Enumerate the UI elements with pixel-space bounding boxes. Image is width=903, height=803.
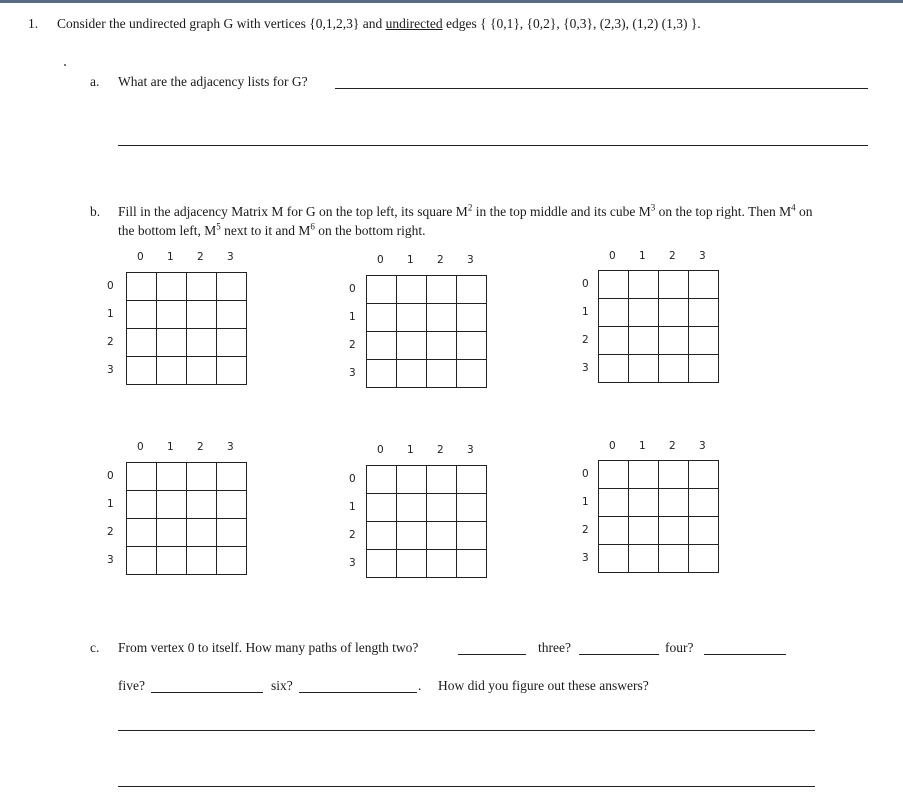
row-label: 2 [107, 526, 114, 538]
matrix-cell[interactable] [599, 517, 629, 545]
matrix-cell[interactable] [157, 273, 187, 301]
matrix-row [599, 299, 719, 327]
matrix-cell[interactable] [599, 489, 629, 517]
matrix-cell[interactable] [367, 332, 397, 360]
matrix-row [367, 360, 487, 388]
row-label: 2 [349, 529, 356, 541]
row-label: 0 [582, 278, 589, 290]
column-label: 3 [227, 251, 234, 263]
matrix-cell[interactable] [689, 271, 719, 299]
matrix-cell[interactable] [127, 329, 157, 357]
part-c-q-three: three? [538, 640, 571, 655]
row-label: 0 [582, 468, 589, 480]
matrix-cell[interactable] [127, 519, 157, 547]
column-label: 0 [137, 441, 144, 453]
matrix-row [599, 461, 719, 489]
part-c-q-four: four? [665, 640, 694, 655]
part-b-text: Fill in the adjacency Matrix M for G on the top left, its square M [118, 204, 468, 219]
column-label: 2 [437, 444, 444, 456]
matrix-cell[interactable] [659, 299, 689, 327]
matrix-row [599, 545, 719, 573]
matrix-row [599, 517, 719, 545]
matrix-cell[interactable] [599, 545, 629, 573]
part-a-question: What are the adjacency lists for G? [118, 74, 308, 89]
matrix-cell[interactable] [397, 466, 427, 494]
matrix-cell[interactable] [367, 360, 397, 388]
matrix-cell[interactable] [599, 271, 629, 299]
matrix-cell[interactable] [367, 494, 397, 522]
matrix-m2 [366, 275, 487, 388]
matrix-cell[interactable] [397, 550, 427, 578]
matrix-cell[interactable] [187, 463, 217, 491]
matrix-cell[interactable] [217, 547, 247, 575]
part-b-text: on the top right. Then M [655, 204, 792, 219]
matrix-row [367, 522, 487, 550]
row-label: 3 [107, 364, 114, 376]
matrix-cell[interactable] [217, 301, 247, 329]
row-label: 2 [582, 524, 589, 536]
matrix-cell[interactable] [689, 489, 719, 517]
matrix-cell[interactable] [397, 522, 427, 550]
column-label: 1 [407, 254, 414, 266]
matrix-cell[interactable] [157, 357, 187, 385]
matrix-row [599, 271, 719, 299]
matrix-cell[interactable] [187, 329, 217, 357]
row-label: 2 [582, 334, 589, 346]
matrix-cell[interactable] [367, 550, 397, 578]
matrix-cell[interactable] [427, 494, 457, 522]
matrix-row [367, 466, 487, 494]
explanation-line-2[interactable] [118, 786, 815, 787]
row-label: 0 [107, 470, 114, 482]
question-text [57, 16, 701, 32]
row-label: 1 [582, 306, 589, 318]
matrix-cell[interactable] [397, 494, 427, 522]
matrix-row [127, 463, 247, 491]
matrix-cell[interactable] [397, 276, 427, 304]
matrix-cell[interactable] [457, 466, 487, 494]
matrix-cell[interactable] [457, 522, 487, 550]
matrix-cell[interactable] [187, 273, 217, 301]
matrix-cell[interactable] [629, 355, 659, 383]
part-a-letter: a. [90, 74, 100, 89]
matrix-row [127, 357, 247, 385]
row-label: 2 [349, 339, 356, 351]
matrix-cell[interactable] [659, 327, 689, 355]
part-c-q-five: five? [118, 678, 145, 693]
part-b-text: the bottom left, M [118, 223, 217, 238]
matrix-cell[interactable] [457, 550, 487, 578]
matrix-cell[interactable] [457, 360, 487, 388]
matrix-cell[interactable] [217, 519, 247, 547]
matrix-cell[interactable] [427, 304, 457, 332]
matrix-cell[interactable] [659, 517, 689, 545]
row-label: 3 [349, 557, 356, 569]
row-label: 1 [107, 308, 114, 320]
matrix-cell[interactable] [659, 545, 689, 573]
part-b-line-1 [118, 204, 813, 220]
matrix-cell[interactable] [659, 489, 689, 517]
column-label: 0 [137, 251, 144, 263]
matrix-cell[interactable] [187, 301, 217, 329]
question-text-part: edges { {0,1}, {0,2}, {0,3}, (2,3), (1,2) (1,3) }. [442, 16, 701, 31]
matrix-cell[interactable] [457, 304, 487, 332]
matrix-cell[interactable] [629, 271, 659, 299]
column-label: 1 [407, 444, 414, 456]
matrix-m3 [598, 270, 719, 383]
matrix-cell[interactable] [157, 463, 187, 491]
part-c-q-two: From vertex 0 to itself. How many paths of length two? [118, 640, 419, 655]
column-label: 3 [467, 254, 474, 266]
matrix-row [599, 489, 719, 517]
superscript: 6 [310, 221, 315, 232]
row-label: 3 [107, 554, 114, 566]
column-label: 1 [639, 250, 646, 262]
matrix-cell[interactable] [427, 360, 457, 388]
column-label: 3 [699, 250, 706, 262]
part-b-text: on [795, 204, 813, 219]
matrix-row [367, 304, 487, 332]
matrix-cell[interactable] [427, 550, 457, 578]
answer-six-line[interactable] [299, 692, 417, 693]
matrix-cell[interactable] [599, 327, 629, 355]
matrix-row [127, 301, 247, 329]
matrix-cell[interactable] [629, 299, 659, 327]
matrix-cell[interactable] [659, 271, 689, 299]
column-label: 2 [669, 250, 676, 262]
matrix-cell[interactable] [157, 519, 187, 547]
matrix-cell[interactable] [629, 489, 659, 517]
matrix-row [367, 494, 487, 522]
column-label: 2 [197, 251, 204, 263]
column-label: 2 [669, 440, 676, 452]
column-label: 2 [437, 254, 444, 266]
row-label: 0 [349, 473, 356, 485]
matrix-cell[interactable] [457, 332, 487, 360]
matrix-cell[interactable] [689, 299, 719, 327]
question-text-part: Consider the undirected graph G with vertices {0,1,2,3} and [57, 16, 386, 31]
matrix-row [367, 332, 487, 360]
matrix-cell[interactable] [689, 517, 719, 545]
matrix-row [367, 276, 487, 304]
matrix-cell[interactable] [127, 301, 157, 329]
matrix-cell[interactable] [599, 299, 629, 327]
stray-dot [64, 64, 66, 66]
answer-two-line[interactable] [458, 654, 526, 655]
column-label: 2 [197, 441, 204, 453]
matrix-cell[interactable] [127, 357, 157, 385]
matrix-cell[interactable] [629, 327, 659, 355]
row-label: 3 [582, 362, 589, 374]
matrix-cell[interactable] [127, 463, 157, 491]
part-a-answer-line-2[interactable] [118, 145, 868, 146]
part-c-q-how: How did you figure out these answers? [438, 678, 649, 693]
row-label: 3 [349, 367, 356, 379]
column-label: 3 [699, 440, 706, 452]
matrix-cell[interactable] [659, 461, 689, 489]
matrix-cell[interactable] [367, 304, 397, 332]
matrix-cell[interactable] [427, 332, 457, 360]
matrix-cell[interactable] [157, 547, 187, 575]
matrix-cell[interactable] [217, 463, 247, 491]
answer-three-line[interactable] [579, 654, 659, 655]
matrix-m5 [366, 465, 487, 578]
matrix-cell[interactable] [457, 494, 487, 522]
matrix-cell[interactable] [367, 466, 397, 494]
column-label: 1 [167, 441, 174, 453]
row-label: 2 [107, 336, 114, 348]
matrix-cell[interactable] [427, 466, 457, 494]
part-a-answer-line-1[interactable] [335, 88, 868, 89]
matrix-cell[interactable] [427, 276, 457, 304]
matrix-m1 [126, 272, 247, 385]
column-label: 0 [609, 440, 616, 452]
part-c-q-six: six? [271, 678, 293, 693]
top-border [0, 0, 903, 3]
column-label: 0 [377, 254, 384, 266]
matrix-row [599, 327, 719, 355]
matrix-cell[interactable] [659, 355, 689, 383]
matrix-cell[interactable] [127, 273, 157, 301]
matrix-m6 [598, 460, 719, 573]
matrix-cell[interactable] [187, 547, 217, 575]
row-label: 1 [349, 311, 356, 323]
row-label: 1 [582, 496, 589, 508]
matrix-cell[interactable] [629, 461, 659, 489]
matrix-cell[interactable] [457, 276, 487, 304]
matrix-cell[interactable] [689, 327, 719, 355]
superscript: 5 [216, 221, 221, 232]
matrix-cell[interactable] [629, 545, 659, 573]
row-label: 0 [107, 280, 114, 292]
column-label: 1 [167, 251, 174, 263]
row-label: 1 [107, 498, 114, 510]
part-b-text: next to it and M [220, 223, 311, 238]
part-b-line-2 [118, 223, 426, 239]
matrix-cell[interactable] [157, 329, 187, 357]
column-label: 0 [609, 250, 616, 262]
superscript: 3 [650, 202, 656, 213]
question-text-underlined: undirected [385, 16, 443, 31]
matrix-cell[interactable] [689, 355, 719, 383]
explanation-line-1[interactable] [118, 730, 815, 731]
matrix-cell[interactable] [157, 301, 187, 329]
matrix-cell[interactable] [629, 517, 659, 545]
row-label: 3 [582, 552, 589, 564]
column-label: 3 [467, 444, 474, 456]
matrix-row [127, 547, 247, 575]
column-label: 1 [639, 440, 646, 452]
matrix-cell[interactable] [397, 360, 427, 388]
matrix-row [127, 329, 247, 357]
matrix-row [367, 550, 487, 578]
matrix-cell[interactable] [599, 355, 629, 383]
part-c-letter: c. [90, 640, 100, 655]
matrix-cell[interactable] [157, 491, 187, 519]
matrix-cell[interactable] [127, 547, 157, 575]
answer-four-line[interactable] [704, 654, 786, 655]
row-label: 0 [349, 283, 356, 295]
matrix-cell[interactable] [187, 491, 217, 519]
column-label: 3 [227, 441, 234, 453]
matrix-cell[interactable] [187, 357, 217, 385]
part-b-text: on the bottom right. [314, 223, 426, 238]
matrix-row [599, 355, 719, 383]
matrix-row [127, 273, 247, 301]
column-label: 0 [377, 444, 384, 456]
matrix-cell[interactable] [397, 304, 427, 332]
superscript: 4 [791, 202, 796, 213]
matrix-row [127, 519, 247, 547]
matrix-cell[interactable] [217, 491, 247, 519]
matrix-cell[interactable] [127, 491, 157, 519]
matrix-cell[interactable] [599, 461, 629, 489]
matrix-cell[interactable] [397, 332, 427, 360]
matrix-m4 [126, 462, 247, 575]
part-b-text: in the top middle and its cube M [472, 204, 651, 219]
matrix-cell[interactable] [367, 522, 397, 550]
superscript: 2 [467, 202, 473, 213]
matrix-cell[interactable] [187, 519, 217, 547]
matrix-cell[interactable] [217, 329, 247, 357]
row-label: 1 [349, 501, 356, 513]
matrix-cell[interactable] [689, 545, 719, 573]
matrix-row [127, 491, 247, 519]
answer-five-line[interactable] [151, 692, 263, 693]
matrix-cell[interactable] [217, 273, 247, 301]
matrix-cell[interactable] [689, 461, 719, 489]
part-b-letter: b. [90, 204, 101, 219]
matrix-cell[interactable] [217, 357, 247, 385]
matrix-cell[interactable] [367, 276, 397, 304]
part-c-period: . [418, 678, 422, 693]
matrix-cell[interactable] [427, 522, 457, 550]
question-number: 1. [28, 16, 39, 31]
